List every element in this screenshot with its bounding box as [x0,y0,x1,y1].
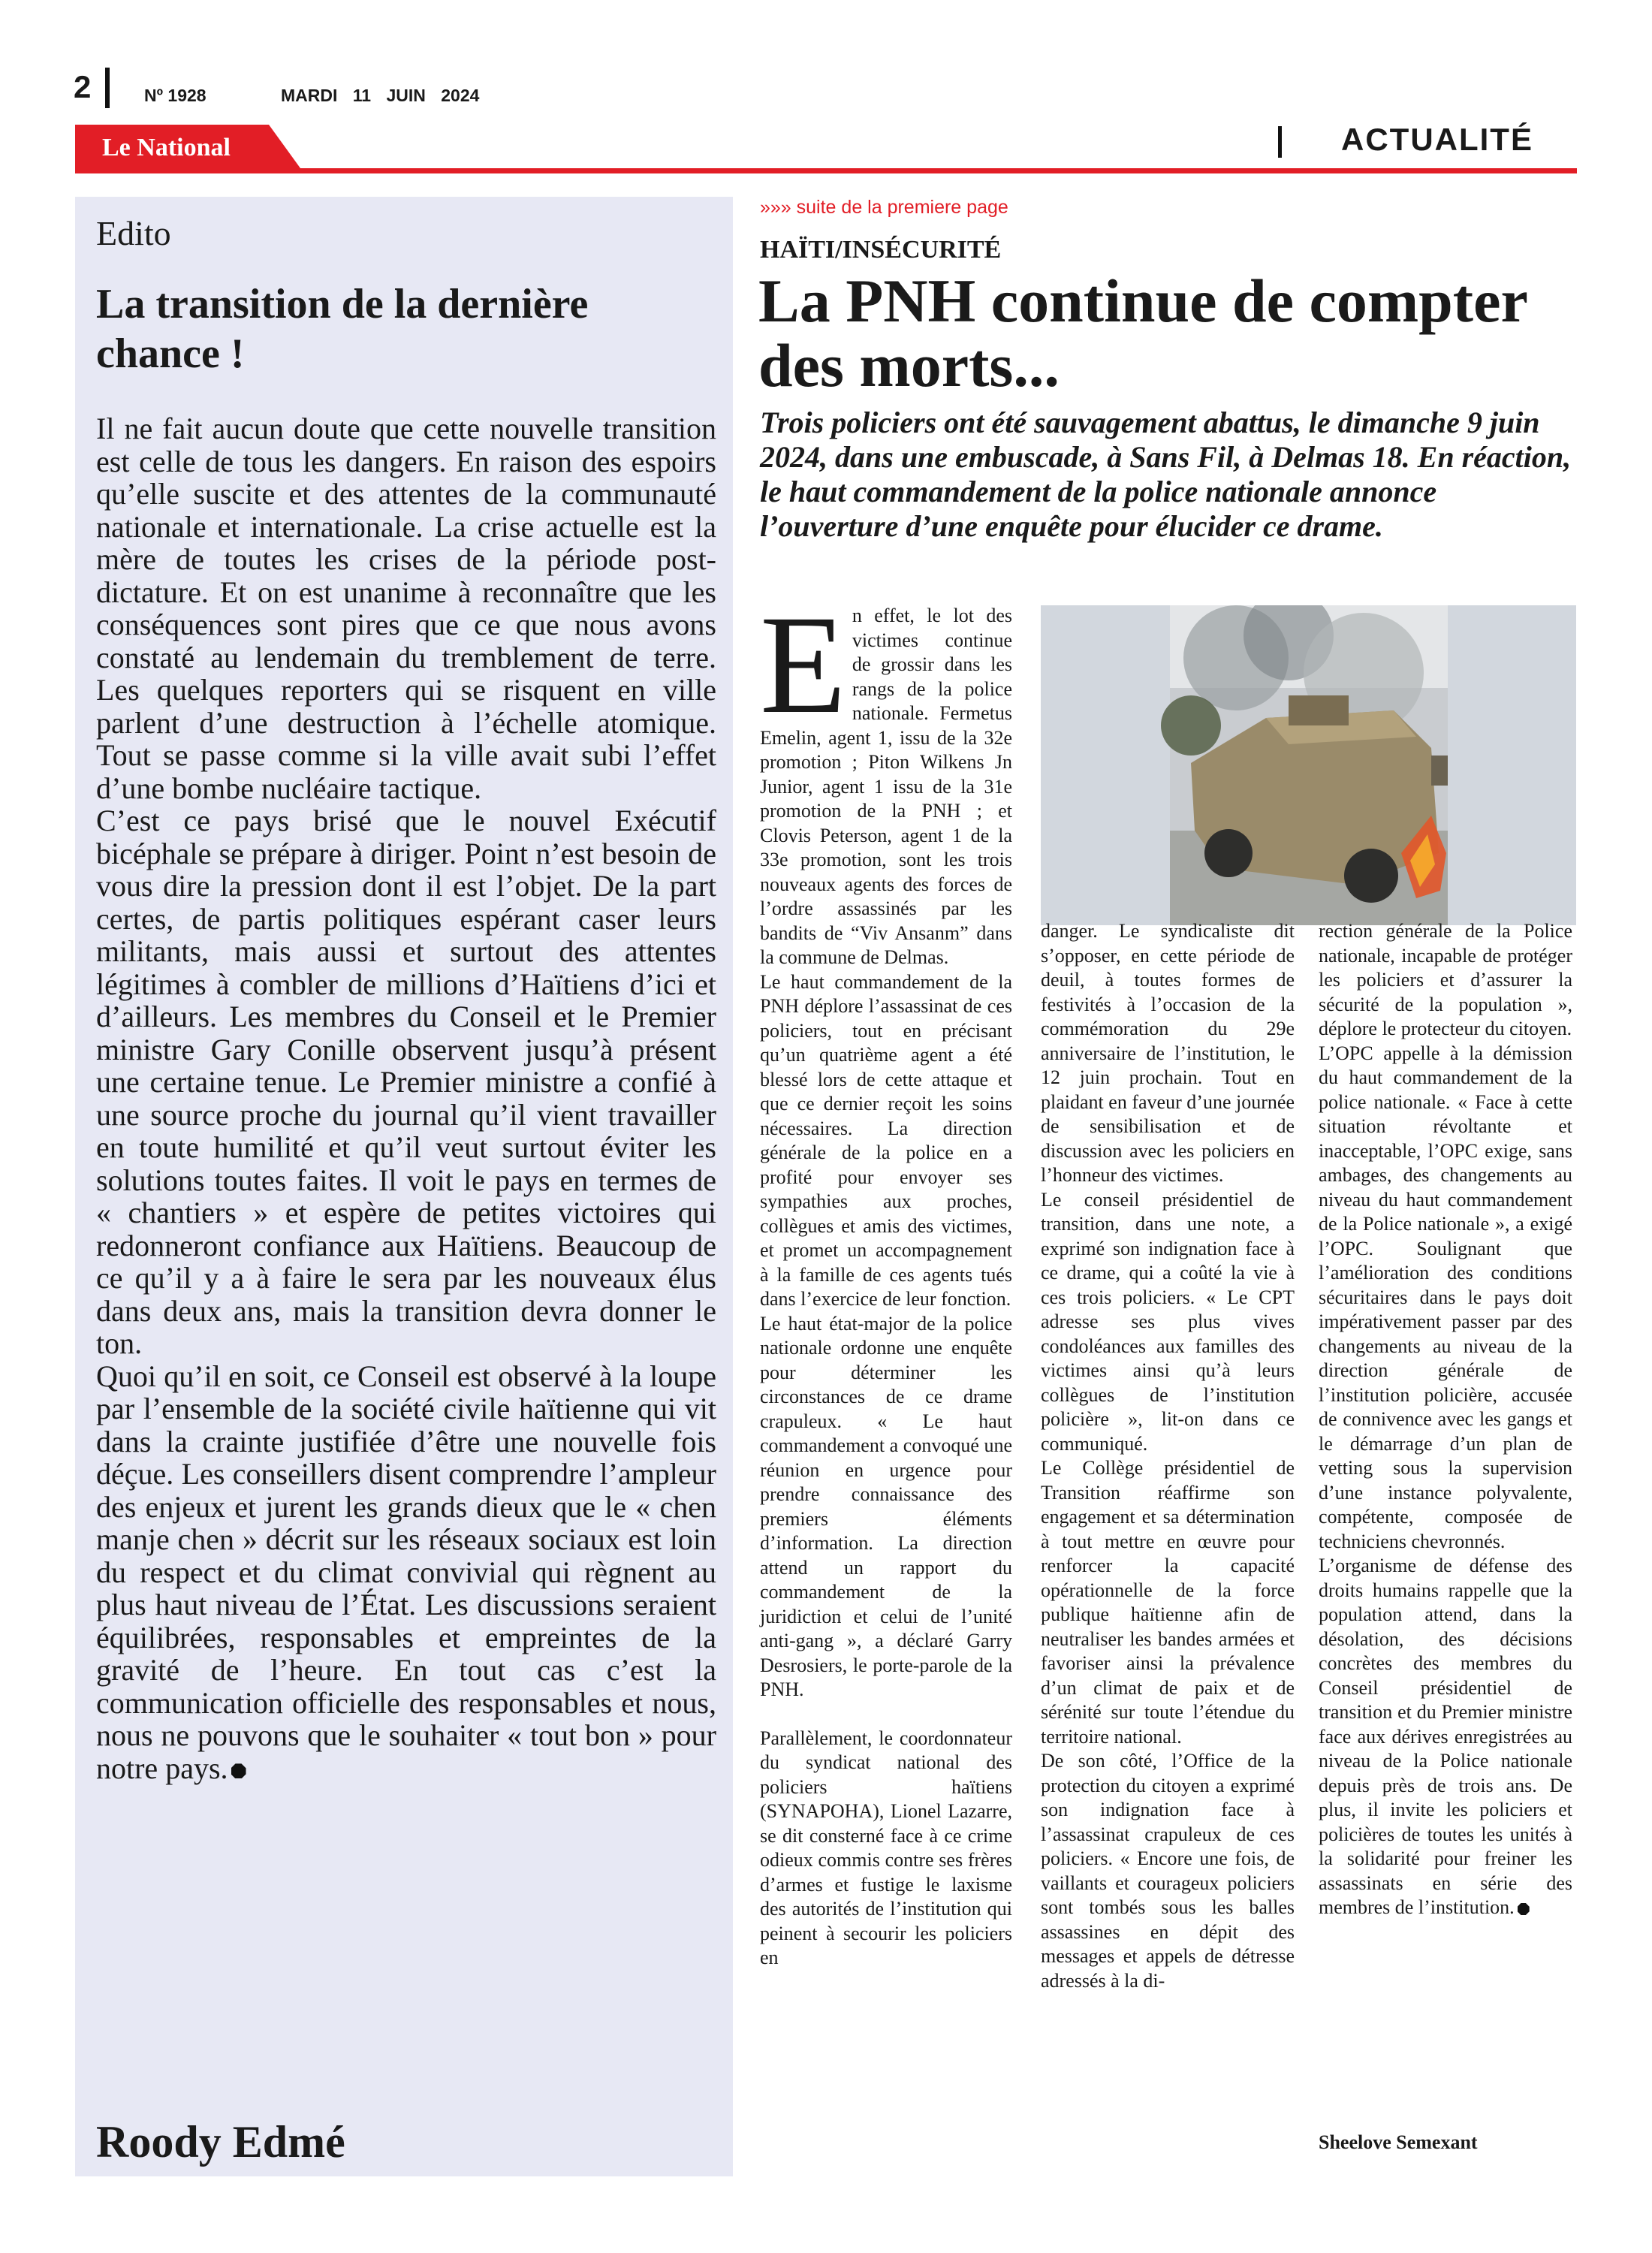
article-paragraph: danger. Le syndicaliste dit s’opposer, en cette période de deuil, à toutes formes de festivités à l’occasion de la commémoration du 29e anniversaire de l’institution, le 12 juin prochain. Tout en plaidant en faveur d’une journée de sensibilisation et de discussion avec les policiers en l’honneur des victimes. [1041,920,1295,1186]
article-column-1 [760,586,1012,1971]
article-paragraph-text: L’organisme de défense des droits humains rappelle que la population attend, dans la désolation, des décisions concrètes des membres du Conseil présidentiel de transition et du Premier ministre face aux dérives enregistrées au niveau de la Police nationale depuis près de trois ans. De plus, il invite les policiers et policières de toutes les unités à la solidarité pour freiner les assassinats en série des membres de l’institution. [1319,1555,1572,1918]
article-column-2 [1041,919,1295,1993]
article-paragraph: L’OPC appelle à la démission du haut commandement de la police nationale. « Face à cette situation révoltante et inacceptable, l’OPC exige, sans ambages, des changements au niveau du haut commandement de la Police nationale », a exigé l’OPC. Soulignant que l’amélioration des conditions sécuritaires dans le pays doit impérativement passer par des changements au niveau de la direction générale de l’institution policière, accusée de connivence avec les gangs et le démarrage d’un plan de vetting sous la supervision d’une instance polyvalente, compétente, composée de techniciens chevronnés. [1319,1042,1572,1552]
end-mark-icon [231,1763,246,1778]
article-paragraph: Parallèlement, le coordonnateur du syndicat national des policiers haïtiens (SYNAPOHA), Lionel Lazarre, se dit consterné face à ce crime odieux commis contre ses frères d’armes et fustige le laxisme des autorités de l’institution qui peinent à secourir les policiers en [760,1727,1012,1968]
edito-title: La transition de la dernière chance ! [96,281,589,377]
article-paragraph: rection générale de la Police nationale, incapable de protéger les policiers et d’assurer la sécurité de la population », déplore le protecteur du citoyen. [1319,920,1572,1039]
section-divider [1278,126,1282,158]
section-title: ACTUALITÉ [1341,122,1533,157]
article-headline: La PNH continue de compter des morts... [758,267,1527,400]
edito-label: Edito [96,214,171,252]
article-paragraph: Le haut commandement de la PNH déplore l’assassinat de ces policiers, tout en précisant qu’un quatrième agent a été blessé lors de cette attaque et que ce dernier reçoit les soins nécessaires. La direction générale de la police en a profité pour envoyer ses sympathies aux proches, collègues et amis des victimes, et promet un accompagnement à la famille de ces agents tués dans l’exercice de leur fonction. [760,970,1012,1310]
issue-number: Nº 1928 [144,86,206,105]
armored-vehicle-photo [1041,605,1576,925]
brand-name: Le National [102,134,231,161]
article-paragraph-text: n effet, le lot des victimes continue de grossir dans les rangs de la police nationale. Fermetus Emelin, agent 1, issu de la 32e promotion ; Piton Wilkens Jn Junior, agent 1 issu de la 31e promotion de la PNH ; et Clovis Peterson, agent 1 de la 33e promotion, sont les trois nouveaux agents des forces de l’ordre assassinés par les bandits de “Viv Ansanm” dans la commune de Delmas. [760,605,1012,968]
article-paragraph: Le Collège présidentiel de Transition réaffirme son engagement et sa détermination à tout mettre en œuvre pour renforcer la capacité opérationnelle de la force publique haïtienne afin de neutraliser les bandes armées et favoriser ainsi la prévalence d’un climat de paix et de sérénité sur toute l’étendue du territoire national. [1041,1457,1295,1748]
article-kicker: HAÏTI/INSÉCURITÉ [760,236,1002,264]
issue-date: MARDI 11 JUIN 2024 [281,86,480,105]
article-column-3 [1319,919,1572,1920]
article-paragraph: De son côté, l’Office de la protection du citoyen a exprimé son indignation face à l’assassinat crapuleux de ces policiers. « Encore une fois, de vaillants et courageux policiers sont tombés sous les balles assassines en dépit des messages et appels de détresse adressés à la di- [1041,1750,1295,1992]
edito-author: Roody Edmé [96,2117,345,2167]
drop-cap: E [760,586,846,743]
edito-paragraph: C’est ce pays brisé que le nouvel Exécutif bicéphale se prépare à diriger. Point n’est besoin de vous dire la pression dont il est l’objet. De la part certes, de partis politiques espérant caser leurs militants, mais aussi et surtout des attentes légitimes à combler de millions d’Haïtiens d’ici et d’ailleurs. Les membres du Conseil et le Premier ministre Gary Conille observent jusqu’à présent une certaine tenue. Le Premier ministre a confié à une source proche du journal qu’il vient travailler en toute humilité et qu’il veut surtout éviter les solutions toutes faites. Il voit le pays en termes de « chantiers » et espère de petites victoires qui redonneront confiance aux Haïtiens. Beaucoup de ce qu’il y a à faire le sera par les nouveaux élus dans deux ans, mais la transition devra donner le ton. [96,804,716,1360]
article-lead: Trois policiers ont été sauvagement abattus, le dimanche 9 juin 2024, dans une embuscade, à Sans Fil, à Delmas 18. En réaction, le haut commandement de la police nationale annonce l’ouverture d’une enquête pour élucider ce drame. [760,406,1572,543]
page-number: 2 [74,69,92,104]
article-paragraph: Le haut état-major de la police nationale ordonne une enquête pour déterminer les circonstances de ce drame crapuleux. « Le haut commandement a convoqué une réunion en urgence pour prendre connaissance des premiers éléments d’information. La direction attend un rapport du commandement de la juridiction et celui de l’unité anti-gang », a déclaré Garry Desrosiers, le porte-parole de la PNH. [760,1312,1012,1700]
continued-notice: »»» suite de la premiere page [760,197,1008,218]
page-number-divider [105,68,110,108]
end-mark-icon [1518,1903,1530,1915]
article-byline: Sheelove Semexant [1319,2131,1478,2153]
article-paragraph [1319,1554,1572,1920]
article-paragraph: Le conseil présidentiel de transition, dans une note, a exprimé son indignation face à ce drame, qui a coûté la vie à ces trois policiers. « Le CPT adresse ses plus vives condoléances aux familles des victimes ainsi qu’à leurs collègues de l’institution policière », lit-on dans ce communiqué. [1041,1188,1295,1455]
edito-body [96,412,716,1784]
article-paragraph [760,586,1012,970]
header-rule [75,168,1577,173]
edito-paragraph: Il ne fait aucun doute que cette nouvelle transition est celle de tous les dangers. En raison des espoirs qu’elle suscite et des attentes de la communauté nationale et internationale. La crise actuelle est la mère de toutes les crises de la période post-dictature. Et on est unanime à reconnaître que les conséquences sont pires que ce que nous avons constaté au lendemain du tremblement de terre. Les quelques reporters qui se risquent en ville parlent d’une destruction à l’échelle atomique. Tout se passe comme si la ville avait subi l’effet d’une bombe nucléaire tactique. [96,412,716,805]
edito-paragraph [96,1360,716,1785]
edito-paragraph-text: Quoi qu’il en soit, ce Conseil est observé à la loupe par l’ensemble de la société civile haïtienne qui vit dans la crainte justifiée d’être une nouvelle fois déçue. Les conseillers disent comprendre l’ampleur des enjeux et jurent les grands dieux que le « chen manje chen » décrit sur les réseaux sociaux est loin du respect et du climat convivial qui règnent au plus haut niveau de l’État. Les discussions seraient équilibrées, responsables et empreintes de la gravité de l’heure. En tout cas c’est la communication officielle des responsables et nous, nous ne pouvons que le souhaiter « tout bon » pour notre pays. [96,1359,716,1785]
photo-illustration [1041,605,1576,925]
